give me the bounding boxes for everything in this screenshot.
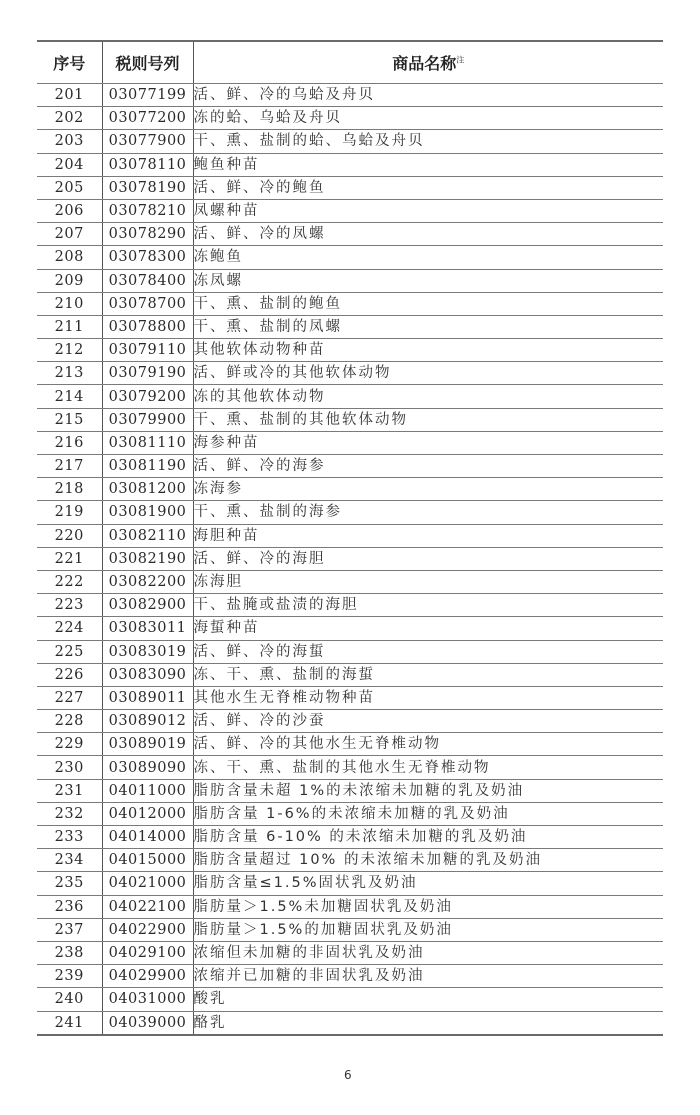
cell-code: 03078300: [102, 246, 193, 269]
cell-code: 04031000: [102, 988, 193, 1011]
cell-seq: 206: [37, 199, 102, 222]
header-code: 税则号列: [102, 41, 193, 84]
table-row: [37, 895, 663, 918]
cell-code: 03078190: [102, 176, 193, 199]
cell-code: 04029100: [102, 941, 193, 964]
cell-seq: 221: [37, 547, 102, 570]
table-row: [37, 547, 663, 570]
cell-code: 03089019: [102, 733, 193, 756]
cell-name: 冻、干、熏、盐制的其他水生无脊椎动物: [193, 756, 663, 779]
cell-code: 03077900: [102, 130, 193, 153]
header-name-label: 商品名称: [392, 54, 457, 73]
cell-name: 酸乳: [193, 988, 663, 1011]
cell-seq: 220: [37, 524, 102, 547]
cell-name: 其他水生无脊椎动物种苗: [193, 686, 663, 709]
cell-seq: 217: [37, 455, 102, 478]
table-row: [37, 339, 663, 362]
table-row: [37, 872, 663, 895]
cell-seq: 208: [37, 246, 102, 269]
cell-seq: 228: [37, 710, 102, 733]
cell-code: 04029900: [102, 965, 193, 988]
cell-name: 冻海参: [193, 478, 663, 501]
table-row: [37, 455, 663, 478]
cell-name: 冻鲍鱼: [193, 246, 663, 269]
cell-seq: 223: [37, 594, 102, 617]
cell-code: 03082900: [102, 594, 193, 617]
table-row: [37, 84, 663, 107]
cell-name: 浓缩但未加糖的非固状乳及奶油: [193, 941, 663, 964]
table-row: [37, 779, 663, 802]
cell-name: 冻的其他软体动物: [193, 385, 663, 408]
cell-seq: 222: [37, 570, 102, 593]
cell-name: 干、熏、盐制的凤螺: [193, 315, 663, 338]
cell-name: 凤螺种苗: [193, 199, 663, 222]
table-row: [37, 663, 663, 686]
table-row: [37, 965, 663, 988]
cell-seq: 236: [37, 895, 102, 918]
cell-seq: 204: [37, 153, 102, 176]
cell-seq: 225: [37, 640, 102, 663]
cell-name: 海蜇种苗: [193, 617, 663, 640]
cell-name: 鲍鱼种苗: [193, 153, 663, 176]
cell-name: 干、熏、盐制的其他软体动物: [193, 408, 663, 431]
cell-code: 03077199: [102, 84, 193, 107]
cell-code: 03081200: [102, 478, 193, 501]
cell-name: 冻、干、熏、盐制的海蜇: [193, 663, 663, 686]
cell-seq: 239: [37, 965, 102, 988]
cell-name: 干、熏、盐制的蛤、乌蛤及舟贝: [193, 130, 663, 153]
cell-code: 03077200: [102, 107, 193, 130]
cell-code: 04012000: [102, 802, 193, 825]
cell-name: 酪乳: [193, 1011, 663, 1035]
cell-code: 03082200: [102, 570, 193, 593]
table-row: [37, 849, 663, 872]
cell-name: 活、鲜或冷的其他软体动物: [193, 362, 663, 385]
cell-seq: 212: [37, 339, 102, 362]
table-row: [37, 408, 663, 431]
cell-code: 03078700: [102, 292, 193, 315]
cell-name: 其他软体动物种苗: [193, 339, 663, 362]
cell-code: 03078800: [102, 315, 193, 338]
table-row: [37, 130, 663, 153]
tariff-table: [37, 40, 663, 1036]
cell-seq: 237: [37, 918, 102, 941]
header-seq: 序号: [37, 41, 102, 84]
cell-code: 04011000: [102, 779, 193, 802]
cell-name: 干、熏、盐制的鲍鱼: [193, 292, 663, 315]
cell-code: 03081190: [102, 455, 193, 478]
cell-name: 冻海胆: [193, 570, 663, 593]
table-row: [37, 826, 663, 849]
cell-code: 03082110: [102, 524, 193, 547]
cell-name: 脂肪量＞1.5%的加糖固状乳及奶油: [193, 918, 663, 941]
table-row: [37, 478, 663, 501]
table-row: [37, 176, 663, 199]
table-row: [37, 385, 663, 408]
cell-code: 03082190: [102, 547, 193, 570]
cell-seq: 209: [37, 269, 102, 292]
cell-name: 脂肪含量超过 10% 的未浓缩未加糖的乳及奶油: [193, 849, 663, 872]
cell-seq: 231: [37, 779, 102, 802]
cell-name: 活、鲜、冷的其他水生无脊椎动物: [193, 733, 663, 756]
cell-seq: 210: [37, 292, 102, 315]
table-row: [37, 710, 663, 733]
cell-code: 03089011: [102, 686, 193, 709]
table-row: [37, 686, 663, 709]
table-row: [37, 1011, 663, 1035]
table-row: [37, 733, 663, 756]
table-row: [37, 362, 663, 385]
table-row: [37, 153, 663, 176]
table-row: [37, 246, 663, 269]
cell-code: 04021000: [102, 872, 193, 895]
cell-seq: 240: [37, 988, 102, 1011]
cell-name: 活、鲜、冷的沙蚕: [193, 710, 663, 733]
table-row: [37, 269, 663, 292]
cell-seq: 207: [37, 223, 102, 246]
cell-name: 浓缩并已加糖的非固状乳及奶油: [193, 965, 663, 988]
table-row: [37, 292, 663, 315]
cell-seq: 219: [37, 501, 102, 524]
cell-code: 03089090: [102, 756, 193, 779]
cell-seq: 201: [37, 84, 102, 107]
cell-name: 活、鲜、冷的海参: [193, 455, 663, 478]
cell-name: 活、鲜、冷的海胆: [193, 547, 663, 570]
cell-code: 04014000: [102, 826, 193, 849]
cell-seq: 238: [37, 941, 102, 964]
cell-code: 03083019: [102, 640, 193, 663]
cell-seq: 211: [37, 315, 102, 338]
cell-code: 03079200: [102, 385, 193, 408]
cell-code: 03081900: [102, 501, 193, 524]
cell-name: 干、盐腌或盐渍的海胆: [193, 594, 663, 617]
cell-seq: 218: [37, 478, 102, 501]
table-row: [37, 594, 663, 617]
cell-name: 脂肪含量 1-6%的未浓缩未加糖的乳及奶油: [193, 802, 663, 825]
cell-seq: 205: [37, 176, 102, 199]
cell-seq: 224: [37, 617, 102, 640]
table-row: [37, 501, 663, 524]
cell-code: 04039000: [102, 1011, 193, 1035]
cell-code: 03079900: [102, 408, 193, 431]
cell-name: 海胆种苗: [193, 524, 663, 547]
cell-seq: 215: [37, 408, 102, 431]
cell-name: 活、鲜、冷的乌蛤及舟贝: [193, 84, 663, 107]
cell-seq: 227: [37, 686, 102, 709]
cell-code: 03078400: [102, 269, 193, 292]
cell-code: 03089012: [102, 710, 193, 733]
cell-name: 海参种苗: [193, 431, 663, 454]
table-row: [37, 802, 663, 825]
cell-name: 脂肪量＞1.5%未加糖固状乳及奶油: [193, 895, 663, 918]
cell-seq: 235: [37, 872, 102, 895]
table-row: [37, 524, 663, 547]
table-row: [37, 570, 663, 593]
cell-code: 03081110: [102, 431, 193, 454]
table-row: [37, 107, 663, 130]
cell-name: 活、鲜、冷的凤螺: [193, 223, 663, 246]
cell-seq: 234: [37, 849, 102, 872]
cell-name: 脂肪含量 6-10% 的未浓缩未加糖的乳及奶油: [193, 826, 663, 849]
cell-name: 冻的蛤、乌蛤及舟贝: [193, 107, 663, 130]
cell-name: 干、熏、盐制的海参: [193, 501, 663, 524]
cell-name: 活、鲜、冷的海蜇: [193, 640, 663, 663]
cell-seq: 229: [37, 733, 102, 756]
cell-code: 03079190: [102, 362, 193, 385]
table-row: [37, 431, 663, 454]
cell-code: 03079110: [102, 339, 193, 362]
cell-seq: 213: [37, 362, 102, 385]
cell-code: 03083090: [102, 663, 193, 686]
cell-code: 03083011: [102, 617, 193, 640]
table-row: [37, 223, 663, 246]
table-row: [37, 941, 663, 964]
cell-name: 冻凤螺: [193, 269, 663, 292]
header-name: [193, 41, 663, 84]
table-header-row: [37, 41, 663, 84]
cell-name: 活、鲜、冷的鲍鱼: [193, 176, 663, 199]
cell-code: 03078110: [102, 153, 193, 176]
table-row: [37, 199, 663, 222]
cell-code: 04022900: [102, 918, 193, 941]
cell-seq: 230: [37, 756, 102, 779]
header-name-note: 注: [456, 55, 465, 65]
cell-seq: 226: [37, 663, 102, 686]
table-row: [37, 315, 663, 338]
cell-code: 03078290: [102, 223, 193, 246]
cell-seq: 232: [37, 802, 102, 825]
cell-seq: 202: [37, 107, 102, 130]
cell-name: 脂肪含量≤1.5%固状乳及奶油: [193, 872, 663, 895]
cell-name: 脂肪含量未超 1%的未浓缩未加糖的乳及奶油: [193, 779, 663, 802]
table-row: [37, 756, 663, 779]
page-number: 6: [344, 1068, 352, 1082]
cell-seq: 241: [37, 1011, 102, 1035]
cell-seq: 233: [37, 826, 102, 849]
cell-code: 04022100: [102, 895, 193, 918]
table-row: [37, 918, 663, 941]
cell-code: 03078210: [102, 199, 193, 222]
cell-seq: 203: [37, 130, 102, 153]
table-row: [37, 617, 663, 640]
cell-code: 04015000: [102, 849, 193, 872]
table-row: [37, 640, 663, 663]
table-row: [37, 988, 663, 1011]
cell-seq: 214: [37, 385, 102, 408]
cell-seq: 216: [37, 431, 102, 454]
